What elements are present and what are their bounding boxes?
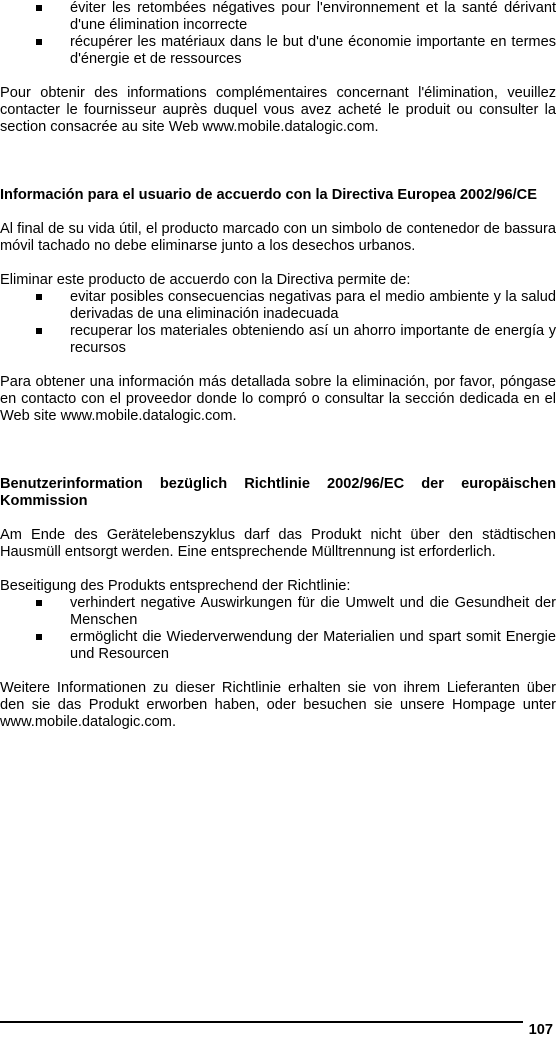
square-bullet-icon	[36, 600, 42, 606]
list-item-text: recuperar los materiales obteniendo así un ahorro importante de energía y recursos	[70, 323, 556, 356]
german-section	[0, 476, 556, 731]
spanish-closing-paragraph: Para obtener una información más detallada sobre la eliminación, por favor, póngase en contacto con el proveedor donde lo compró o consultar la sección dedicada en el Web site www.mobile.datalogic.com.	[0, 374, 556, 424]
french-section	[0, 0, 556, 136]
square-bullet-icon	[36, 328, 42, 334]
footer-divider	[0, 1021, 523, 1023]
list-item	[0, 323, 556, 357]
square-bullet-icon	[36, 634, 42, 640]
german-bullet-list	[0, 595, 556, 663]
french-bullet-list	[0, 0, 556, 68]
list-item-text: verhindert negative Auswirkungen für die Umwelt und die Gesundheit der Menschen	[70, 595, 556, 628]
list-item	[0, 595, 556, 629]
spanish-lead-paragraph: Eliminar este producto de accuerdo con la Directiva permite de:	[0, 272, 411, 288]
square-bullet-icon	[36, 294, 42, 300]
list-item	[0, 0, 556, 34]
list-item	[0, 34, 556, 68]
spanish-intro-paragraph: Al final de su vida útil, el producto marcado con un simbolo de contenedor de bassura móvil tachado no debe eliminarse junto a los desechos urbanos.	[0, 221, 556, 254]
german-lead-paragraph: Beseitigung des Produkts entsprechend der Richtlinie:	[0, 578, 351, 594]
french-closing-paragraph: Pour obtenir des informations complémentaires concernant l'élimination, veuillez contacter le fournisseur auprès duquel vous avez acheté le produit ou consulter la section consacrée au site Web www.mobile.datalogic.com.	[0, 85, 556, 135]
list-item	[0, 629, 556, 663]
square-bullet-icon	[36, 39, 42, 45]
page-number: 107	[528, 1022, 553, 1038]
german-closing-paragraph: Weitere Informationen zu dieser Richtlinie erhalten sie von ihrem Lieferanten über den sie das Produkt erworben haben, oder besuchen sie unsere Hompage unter www.mobile.datalogic.com.	[0, 680, 556, 730]
list-item-text: evitar posibles consecuencias negativas para el medio ambiente y la salud derivadas de una eliminación inadecuada	[70, 289, 556, 322]
spanish-bullet-list	[0, 289, 556, 357]
square-bullet-icon	[36, 5, 42, 11]
list-item-text: éviter les retombées négatives pour l'environnement et la santé dérivant d'une élimination incorrecte	[70, 0, 556, 33]
german-intro-paragraph: Am Ende des Gerätelebenszyklus darf das Produkt nicht über den städtischen Hausmüll entsorgt werden. Eine entsprechende Mülltrennung ist erforderlich.	[0, 527, 556, 560]
list-item-text: ermöglicht die Wiederverwendung der Materialien und spart somit Energie und Resourcen	[70, 629, 556, 662]
spanish-section	[0, 187, 556, 425]
list-item-text: récupérer les matériaux dans le but d'une économie importante en termes d'énergie et de ressources	[70, 34, 556, 67]
list-item	[0, 289, 556, 323]
german-heading: Benutzerinformation bezüglich Richtlinie 2002/96/EC der europäischen Kommission	[0, 476, 556, 509]
spanish-heading: Información para el usuario de accuerdo con la Directiva Europea 2002/96/CE	[0, 187, 537, 203]
